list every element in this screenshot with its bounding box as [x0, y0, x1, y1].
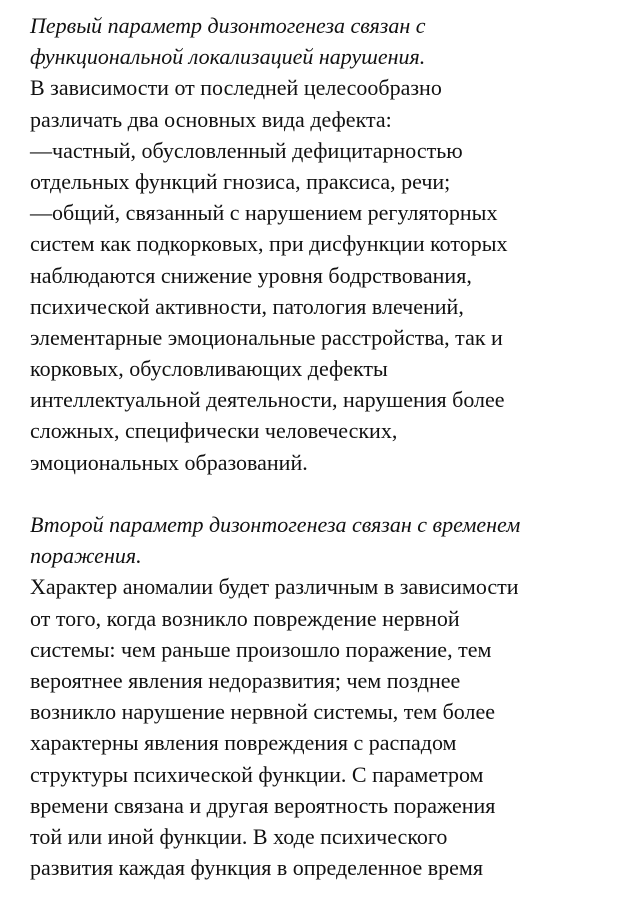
- body-line: психической активности, патология влечений,: [30, 293, 464, 319]
- body-line: интеллектуальной деятельности, нарушения более: [30, 387, 505, 413]
- section-1-body: [30, 72, 635, 477]
- body-line: Характер аномалии будет различным в зависимости: [30, 574, 519, 600]
- paragraph-spacer: [30, 478, 635, 509]
- heading-line: Второй параметр дизонтогенеза связан с временем: [30, 512, 521, 537]
- body-line: систем как подкорковых, при дисфункции которых: [30, 231, 508, 257]
- body-line: системы: чем раньше произошло поражение, тем: [30, 636, 492, 662]
- section-2-heading: [30, 509, 635, 571]
- heading-line: поражения.: [30, 543, 142, 569]
- body-line: времени связана и другая вероятность поражения: [30, 792, 496, 818]
- body-line: от того, когда возникло повреждение нервной: [30, 605, 460, 631]
- body-line: той или иной функции. В ходе психического: [30, 823, 448, 849]
- section-1-heading: [30, 10, 635, 72]
- body-line: элементарные эмоциональные расстройства, так и: [30, 324, 503, 350]
- body-line: —общий, связанный с нарушением регуляторных: [30, 200, 498, 226]
- section-2-body: [30, 571, 635, 883]
- body-line: наблюдаются снижение уровня бодрствования,: [30, 262, 472, 288]
- section-2: [30, 509, 635, 883]
- body-line: характерны явления повреждения с распадом: [30, 730, 457, 756]
- document-page: [30, 10, 635, 883]
- heading-line: Первый параметр дизонтогенеза связан с: [30, 13, 426, 38]
- body-line: В зависимости от последней целесообразно: [30, 75, 442, 101]
- body-line: эмоциональных образований.: [30, 449, 308, 475]
- body-line: —частный, обусловленный дефицитарностью: [30, 137, 463, 163]
- body-line: развития каждая функция в определенное время: [30, 855, 483, 881]
- section-1: [30, 10, 635, 478]
- heading-line: функциональной локализацией нарушения.: [30, 44, 426, 70]
- body-line: отдельных функций гнозиса, праксиса, речи;: [30, 168, 451, 194]
- body-line: структуры психической функции. С параметром: [30, 761, 484, 787]
- body-line: вероятнее явления недоразвития; чем позднее: [30, 667, 461, 693]
- body-line: корковых, обусловливающих дефекты: [30, 356, 388, 382]
- body-line: сложных, специфически человеческих,: [30, 418, 398, 444]
- body-line: возникло нарушение нервной системы, тем более: [30, 699, 495, 725]
- body-line: различать два основных вида дефекта:: [30, 106, 392, 132]
